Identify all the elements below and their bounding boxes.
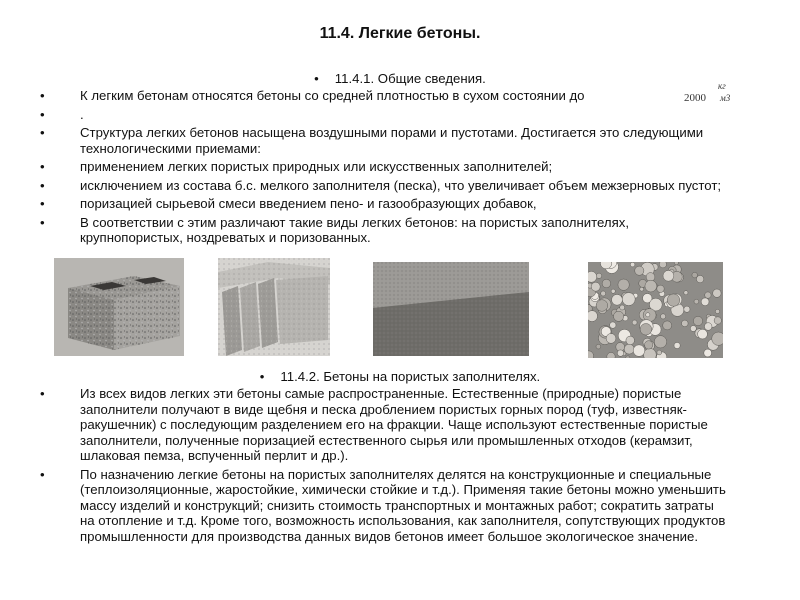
list-item: • К легким бетонам относятся бетоны со средней плотностью в сухом состоянии до [40,88,730,104]
list-item: • поризацией сырьевой смеси введением пено- и газообразующих добавок, [40,196,730,212]
list-item: • применением легких пористых природных или искусственных заполнителей; [40,159,730,175]
density-value: 2000 [684,92,706,104]
hollow-concrete-block-photo [54,258,184,356]
stacked-concrete-panels-photo [218,258,330,356]
section-2-heading-text: 11.4.2. Бетоны на пористых заполнителях. [280,369,541,384]
list-item: • Из всех видов легких эти бетоны самые распространенные. Естественные (природные) пористые заполнители получают в виде щебня и песка дроблением пористых горных пород (туф, известняк-ракушечник) с последующим разделением его на фракции. Чаще используют естественные пористые заполнители, полученные поризацией естественного сырья или промышленных отходов (керамзит, шлаковая пемза, вспученный перлит и др.). [40,386,730,464]
bullet-dot: • [259,369,265,384]
section-1-heading [0,71,800,86]
concrete-slab-photo [373,262,529,356]
density-unit-denominator: м3 [720,93,731,103]
list-item: • По назначению легкие бетоны на пористых заполнителях делятся на конструкционные и специальные (теплоизоляционные, жаростойкие, химически стойкие и т.д.). Применяя такие бетоны можно уменьшить массу изделий и конструкций; снизить стоимость транспортных и монтажных работ; сократить затраты на отопление и т.д. Кроме того, возможность использования, как заполнителя, сопутствующих продуктов промышленности для производства данных видов бетонов имеет большое экологическое значение. [40,467,730,545]
density-unit-numerator: кг [718,81,726,91]
density-formula [684,81,744,107]
section-1-list [40,88,730,249]
page-title: 11.4. Легкие бетоны. [319,25,481,42]
bullet-dot: • [314,71,319,86]
section-1-heading-text: 11.4.1. Общие сведения. [334,71,486,86]
list-item: • . [40,107,730,123]
list-item: • исключением из состава б.с. мелкого заполнителя (песка), что увеличивает объем межзерновых пустот; [40,178,730,194]
section-2-list [40,386,730,547]
porous-aggregate-cross-section-photo [588,262,723,358]
section-2-heading [0,369,800,384]
list-item: • В соответствии с этим различают такие виды легких бетонов: на пористых заполнителях, крупнопористых, ноздреватых и поризованных. [40,215,730,246]
list-item: • Структура легких бетонов насыщена воздушными порами и пустотами. Достигается это следующими технологическими приемами: [40,125,730,156]
